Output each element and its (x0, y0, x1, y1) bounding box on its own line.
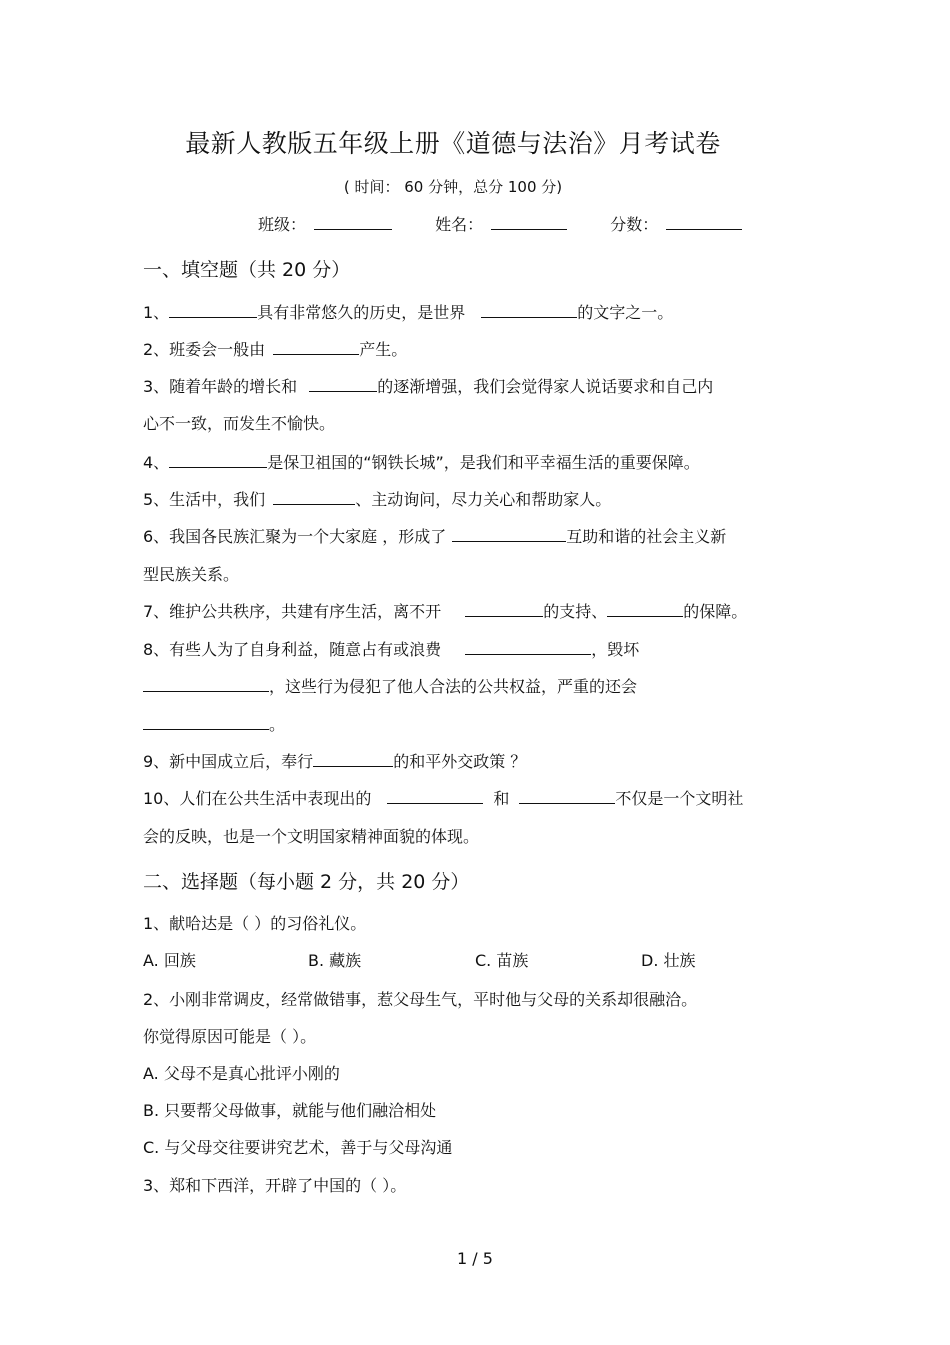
answer-blank (143, 712, 269, 730)
fill-question-4 (143, 450, 700, 473)
answer-blank (169, 450, 267, 468)
answer-blank (452, 524, 566, 542)
q4-text-a: 4、 (143, 453, 170, 472)
score-label: 分数： (610, 215, 659, 234)
q3-text-a: 3、随着年龄的增长和 (143, 377, 298, 396)
fill-question-1 (143, 300, 673, 323)
choice-question-2-stem-cont: 你觉得原因可能是（ ）。 (143, 1027, 317, 1046)
q10-text-a: 10、人们在公共生活中表现出的 (143, 789, 372, 808)
q9-text-b: 的和平外交政策 ？ (393, 752, 527, 771)
answer-blank (465, 599, 543, 617)
page-number: 1 / 5 (457, 1249, 493, 1268)
answer-blank (481, 300, 577, 318)
name-blank (491, 212, 567, 230)
class-blank (314, 212, 392, 230)
score-field (610, 212, 742, 235)
fill-question-6-cont: 型民族关系。 (143, 565, 240, 584)
option-c[interactable]: C. 苗族 (475, 951, 529, 970)
exam-title: 最新人教版五年级上册《道德与法治》月考试卷 (185, 129, 721, 158)
q3-text-b: 的逐渐增强，我们会觉得家人说话要求和自己内 (377, 377, 714, 396)
q10-text-c: 不仅是一个文明社 (615, 789, 744, 808)
q7-text-c: 的保障。 (683, 602, 748, 621)
q1-text-b: 具有非常悠久的历史，是世界 (257, 303, 466, 322)
q2-text-a: 2、班委会一般由 (143, 340, 266, 359)
fill-question-10-cont: 会的反映，也是一个文明国家精神面貌的体现。 (143, 827, 480, 846)
q1-text-a: 1、 (143, 303, 170, 322)
answer-blank (143, 674, 269, 692)
choice-question-3-stem: 3、郑和下西洋，开辟了中国的（ ）。 (143, 1176, 407, 1195)
q8-text-c: ，这些行为侵犯了他人合法的公共权益，严重的还会 (269, 677, 638, 696)
q9-text-a: 9、新中国成立后，奉行 (143, 752, 314, 771)
answer-blank (273, 337, 359, 355)
fill-question-7 (143, 599, 747, 622)
class-label: 班级： (258, 215, 307, 234)
q8-text-d: 。 (269, 715, 286, 734)
answer-blank (169, 300, 257, 318)
fill-question-8-cont (143, 674, 637, 697)
q8-text-a: 8、有些人为了自身利益，随意占有或浪费 (143, 640, 442, 659)
answer-blank (607, 599, 683, 617)
q4-text-b: 是保卫祖国的“钢铁长城”，是我们和平幸福生活的重要保障。 (267, 453, 700, 472)
class-field (258, 212, 392, 235)
answer-blank (313, 749, 393, 767)
section-fill-in-heading: 一、填空题（共 20 分） (143, 259, 351, 281)
fill-question-5 (143, 487, 611, 510)
q7-text-b: 的支持、 (543, 602, 608, 621)
exam-subtitle: ( 时间： 60 分钟，总分 100 分) (343, 178, 563, 196)
q5-text-b: 、主动询问，尽力关心和帮助家人。 (355, 490, 612, 509)
fill-question-3-cont: 心不一致，而发生不愉快。 (143, 414, 336, 433)
q5-text-a: 5、生活中，我们 (143, 490, 266, 509)
answer-blank (465, 637, 591, 655)
option-b[interactable]: B. 只要帮父母做事，就能与他们融洽相处 (143, 1101, 437, 1120)
fill-question-3 (143, 374, 713, 397)
q7-text-a: 7、维护公共秩序，共建有序生活，离不开 (143, 602, 442, 621)
answer-blank (309, 374, 377, 392)
q2-text-b: 产生。 (359, 340, 408, 359)
name-field (435, 212, 567, 235)
fill-question-8 (143, 637, 639, 660)
student-info-row (258, 212, 742, 235)
fill-question-9 (143, 749, 526, 772)
option-b[interactable]: B. 藏族 (308, 951, 362, 970)
q1-text-c: 的文字之一。 (577, 303, 674, 322)
answer-blank (387, 786, 483, 804)
fill-question-10 (143, 786, 743, 809)
q8-text-b: ，毁坏 (591, 640, 640, 659)
choice-question-2-stem: 2、小刚非常调皮，经常做错事，惹父母生气，平时他与父母的关系却很融洽。 (143, 990, 698, 1009)
option-a[interactable]: A. 回族 (143, 951, 196, 970)
answer-blank (273, 487, 355, 505)
q10-text-b: 和 (493, 789, 510, 808)
fill-question-6 (143, 524, 726, 547)
fill-question-2 (143, 337, 407, 360)
answer-blank (519, 786, 615, 804)
option-c[interactable]: C. 与父母交往要讲究艺术，善于与父母沟通 (143, 1138, 453, 1157)
score-blank (666, 212, 742, 230)
name-label: 姓名： (435, 215, 484, 234)
option-a[interactable]: A. 父母不是真心批评小刚的 (143, 1064, 340, 1083)
q6-text-b: 互助和谐的社会主义新 (566, 527, 727, 546)
choice-question-1-options (143, 948, 696, 971)
q6-text-a: 6、我国各民族汇聚为一个大家庭 ，形成了 (143, 527, 447, 546)
fill-question-8-cont2 (143, 712, 285, 735)
option-d[interactable]: D. 壮族 (641, 951, 696, 970)
choice-question-1-stem: 1、献哈达是（ ）的习俗礼仪。 (143, 914, 367, 933)
section-choice-heading: 二、选择题（每小题 2 分，共 20 分） (143, 871, 470, 893)
